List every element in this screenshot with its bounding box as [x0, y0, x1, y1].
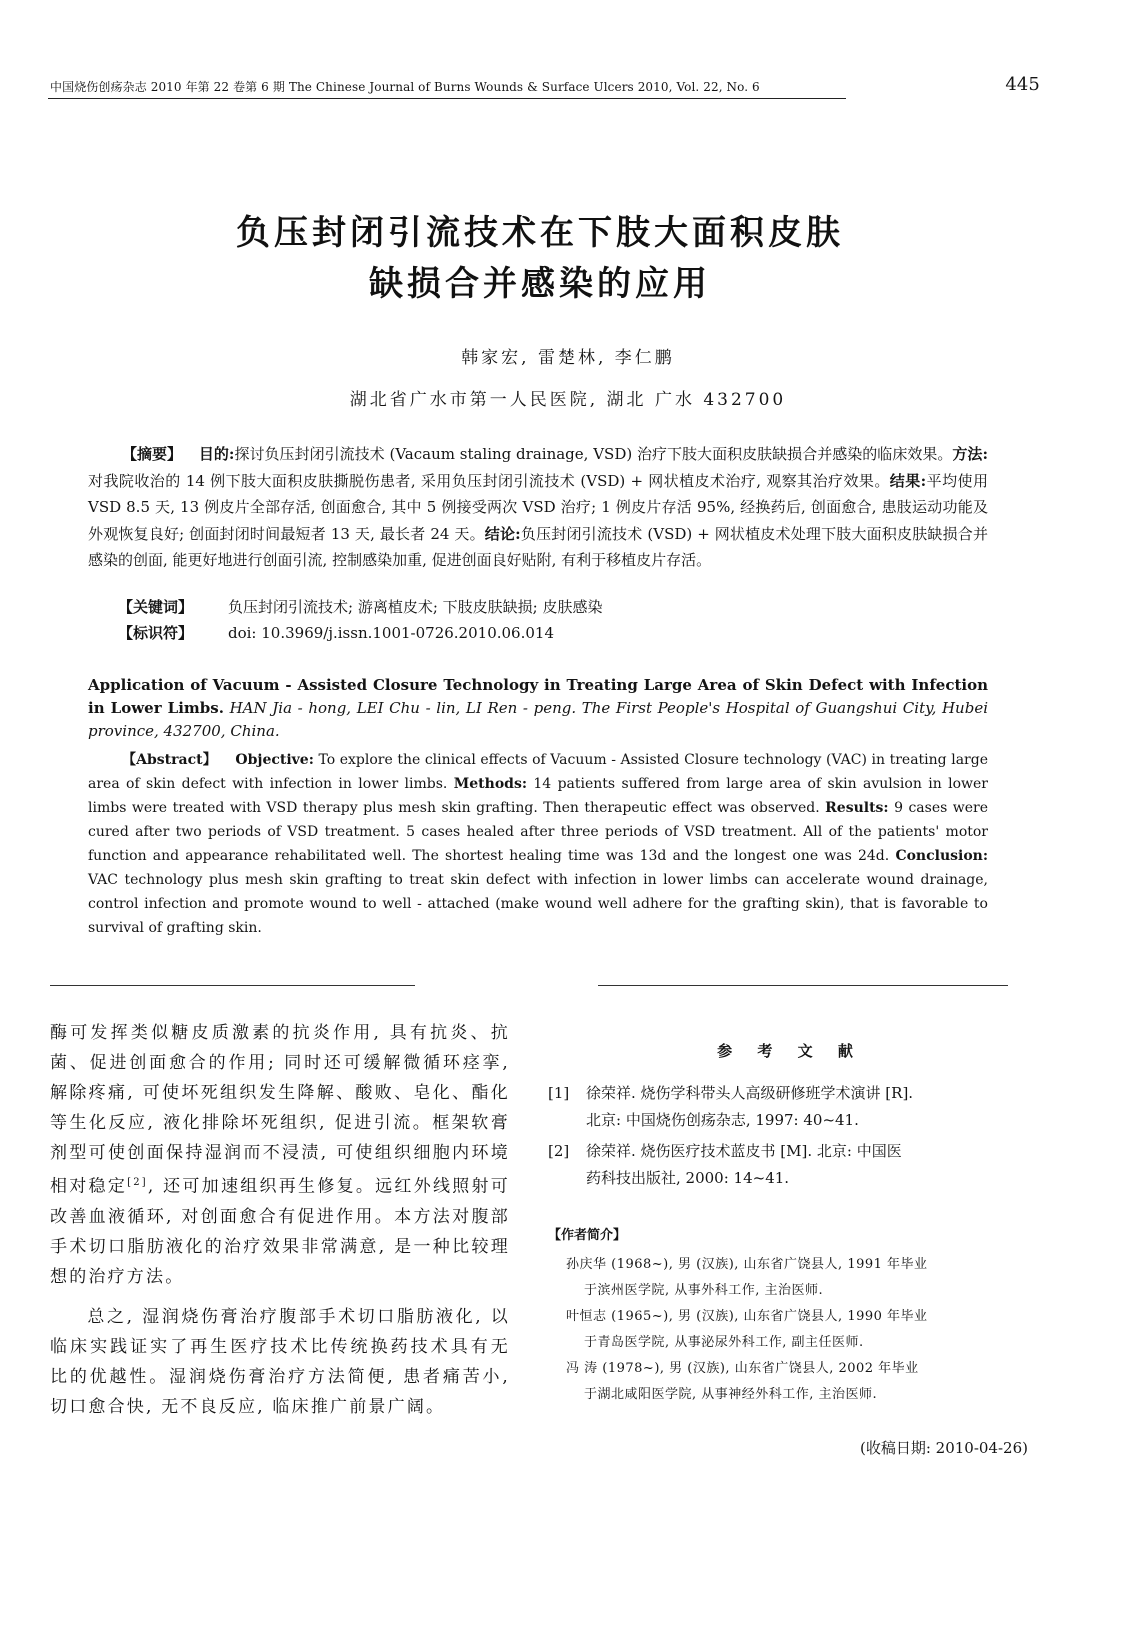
reference-2-number: [2] — [548, 1142, 570, 1160]
english-title-block — [88, 674, 988, 743]
reference-2-line-2: 药科技出版社, 2000: 14~41. — [586, 1169, 790, 1187]
conclusion-text: 负压封闭引流技术 (VSD) + 网状植皮术处理下肢大面积皮肤缺损合并感染的创面, 能更好地进行创面引流, 控制感染加重, 促进创面良好贴附, 有利于移植皮片存活。 — [88, 524, 988, 569]
body-paragraph-1-text-a: 酶可发挥类似糖皮质激素的抗炎作用, 具有抗炎、抗菌、促进创面愈合的作用; 同时还可缓解微循环痉挛, 解除疼痛, 可使坏死组织发生降解、酸败、皂化、酯化等生化反应, 液化排除坏死组织, 促进引流。框架软膏剂型可使创面保持湿润而不浸渍, 可使组织细胞内环境相对稳定 — [50, 1023, 510, 1197]
en-results-label: Results: — [825, 800, 889, 816]
author-bio-1 — [566, 1252, 1016, 1304]
author-bio-3 — [566, 1356, 1016, 1408]
author-bio-3-line-1: 冯 涛 (1978~), 男 (汉族), 山东省广饶县人, 2002 年毕业 — [566, 1361, 919, 1376]
reference-2-line-1: 徐荣祥. 烧伤医疗技术蓝皮书 [M]. 北京: 中国医 — [586, 1142, 902, 1160]
author-bio-2-line-2: 于青岛医学院, 从事泌尿外科工作, 副主任医师. — [584, 1335, 864, 1350]
en-objective-label: Objective: — [235, 752, 314, 768]
author-bio-2-line-1: 叶恒志 (1965~), 男 (汉族), 山东省广饶县人, 1990 年毕业 — [566, 1309, 928, 1324]
keywords-text: 负压封闭引流技术; 游离植皮术; 下肢皮肤缺损; 皮肤感染 — [228, 598, 603, 616]
reference-1-number: [1] — [548, 1084, 570, 1102]
chinese-abstract — [88, 441, 988, 574]
english-authors-affiliation: HAN Jia - hong, LEI Chu - lin, LI Ren - peng. The First People's Hospital of Guangshui City, Hubei province, 432700, China. — [88, 699, 988, 740]
abstract-tag: 【摘要】 — [122, 445, 183, 463]
en-abstract-tag: 【Abstract】 — [122, 752, 217, 768]
identifier-tag: 【标识符】 — [118, 624, 194, 642]
page-number: 445 — [1005, 74, 1040, 95]
en-conclusion-label: Conclusion: — [895, 848, 989, 864]
objective-label: 目的: — [198, 445, 235, 463]
header-rule — [48, 98, 846, 99]
authors: 韩家宏, 雷楚林, 李仁鹏 — [461, 348, 675, 368]
affiliation: 湖北省广水市第一人民医院, 湖北 广水 432700 — [349, 390, 787, 410]
body-paragraph-1 — [50, 1018, 510, 1292]
title-line-1: 负压封闭引流技术在下肢大面积皮肤 — [236, 213, 844, 253]
en-methods-label: Methods: — [453, 776, 527, 792]
english-title: Application of Vacuum - Assisted Closure Technology in Treating Large Area of Skin Defect with Infection in Lower Limbs. — [88, 676, 988, 717]
conclusion-label: 结论: — [484, 524, 521, 543]
keywords-row — [118, 596, 602, 617]
en-methods-text: 14 patients suffered from large area of skin avulsion in lower limbs were treated with VSD therapy plus mesh skin grafting. Then therapeutic effect was observed. — [88, 776, 988, 816]
results-label: 结果: — [889, 471, 927, 490]
doi-text: doi: 10.3969/j.issn.1001-0726.2010.06.014 — [228, 624, 554, 642]
body-paragraph-1-text-b: , 还可加速组织再生修复。远红外线照射可改善血液循环, 对创面愈合有促进作用。本方法对腹部手术切口脂肪液化的治疗效果非常满意, 是一种比较理想的治疗方法。 — [50, 1176, 510, 1287]
left-column-body — [50, 1018, 510, 1422]
right-column-separator — [598, 985, 1008, 986]
received-date: (收稿日期: 2010-04-26) — [859, 1439, 1028, 1457]
en-results-text: 9 cases were cured after two periods of VSD treatment. 5 cases healed after three periods of VSD treatment. All of the patients' motor function and appearance rehabilitated well. The shortest healing time was 13d and the longest one was 24d. — [88, 800, 989, 864]
en-objective-text: To explore the clinical effects of Vacuum - Assisted Closure technology (VAC) in treating large area of skin defect with infection in lower limbs. — [88, 752, 988, 792]
reference-1-line-1: 徐荣祥. 烧伤学科带头人高级研修班学术演讲 [R]. — [586, 1084, 914, 1102]
references-heading: 参 考 文 献 — [717, 1042, 863, 1060]
reference-1-line-2: 北京: 中国烧伤创疡杂志, 1997: 40~41. — [586, 1111, 859, 1129]
author-bio-2 — [566, 1304, 1016, 1356]
author-bio-3-line-2: 于湖北咸阳医学院, 从事神经外科工作, 主治医师. — [584, 1387, 878, 1402]
running-header — [50, 74, 1040, 95]
title-line-2: 缺损合并感染的应用 — [369, 264, 711, 304]
journal-running-head: 中国烧伤创疡杂志 2010 年第 22 卷第 6 期 The Chinese Journal of Burns Wounds & Surface Ulcers 2010, Vol. 22, No. 6 — [50, 80, 760, 94]
left-column-separator — [50, 985, 415, 986]
objective-text: 探讨负压封闭引流技术 (Vacaum staling drainage, VSD) 治疗下肢大面积皮肤缺损合并感染的临床效果。 — [234, 445, 953, 463]
author-bio-1-line-2: 于滨州医学院, 从事外科工作, 主治医师. — [584, 1283, 824, 1298]
keywords-tag: 【关键词】 — [118, 598, 194, 616]
citation-2: [2] — [127, 1177, 148, 1188]
methods-text: 对我院收治的 14 例下肢大面积皮肤撕脱伤患者, 采用负压封闭引流技术 (VSD) + 网状植皮术治疗, 观察其治疗效果。 — [88, 471, 890, 490]
english-abstract — [88, 748, 988, 940]
body-paragraph-2: 总之, 湿润烧伤膏治疗腹部手术切口脂肪液化, 以临床实践证实了再生医疗技术比传统换药技术具有无比的优越性。湿润烧伤膏治疗方法简便, 患者痛苦小, 切口愈合快, 无不良反应, 临床推广前景广阔。 — [50, 1306, 510, 1417]
results-text: 平均使用 VSD 8.5 天, 13 例皮片全部存活, 创面愈合, 其中 5 例接受两次 VSD 治疗; 1 例皮片存活 95%, 经换药后, 创面愈合, 患肢运动功能及外观恢复良好; 创面封闭时间最短者 13 天, 最长者 24 天。 — [88, 471, 988, 543]
en-conclusion-text: VAC technology plus mesh skin grafting to treat skin defect with infection in lower limbs can accelerate wound drainage, control infection and promote wound to well - attached (make wound well adhere for the grafting skin), that is favorable to survival of grafting skin. — [88, 872, 988, 936]
methods-label: 方法: — [952, 445, 988, 463]
reference-2 — [548, 1138, 1008, 1192]
reference-1 — [548, 1080, 1008, 1134]
author-bio-1-line-1: 孙庆华 (1968~), 男 (汉族), 山东省广饶县人, 1991 年毕业 — [566, 1257, 928, 1272]
author-bio-heading: 【作者简介】 — [548, 1228, 627, 1243]
identifier-row — [118, 622, 554, 643]
